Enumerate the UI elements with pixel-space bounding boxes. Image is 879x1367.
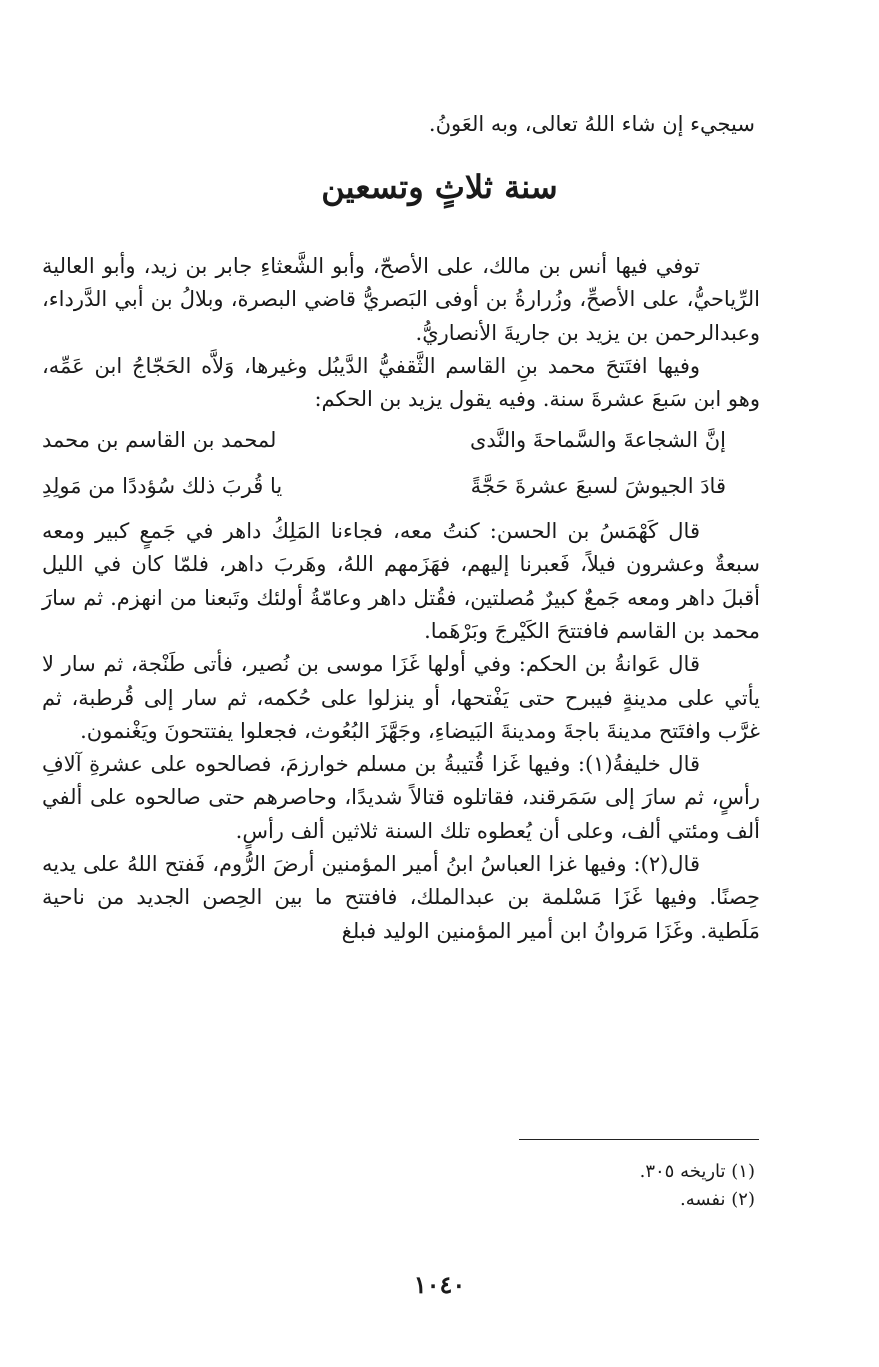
main-text [42,250,760,948]
paragraph-khalifa: قال خليفةُ(١): وفيها غَزا قُتيبةُ بن مسلم خوارزمَ، فصالحوه على عشرةِ آلافِ رأسٍ، ثم سارَ إلى سَمَرقند، فقاتلوه قتالاً شديدًا، وحاصرهم حتى صالحوه على ألفي ألف ومئتي ألف، وعلى أن يُعطوه تلك السنة ثلاثين ألف رأسٍ. [42,752,760,843]
verse-second-hemistich: يا قُربَ ذلك سُؤددًا من مَولِدِ [42,473,283,498]
verse-first-hemistich: إنَّ الشجاعةَ والسَّماحةَ والنَّدى [469,428,726,453]
footnote-2: (٢) نفسه. [680,1189,755,1210]
verse-line [42,470,760,503]
footnote-divider [519,1139,759,1140]
paragraph-abbas: قال(٢): وفيها غزا العباسُ ابنُ أمير المؤمنين أرضَ الرُّوم، فَفتح اللهُ على يديه حِصنًا. وفيها غَزَا مَسْلمة بن عبدالملك، فافتتح ما بين الحِصن الجديد من ناحية مَلَطية. وغَزَا مَروانُ ابن أمير المؤمنين الوليد فبلغ [42,852,760,943]
paragraph-conquest: وفيها افتَتحَ محمد بنِ القاسم الثَّقفيُّ الدَّيبُل وغيرها، وَلاَّه الحَجّاجُ ابن عَمِّه، وهو ابن سَبعَ عشرةَ سنة. وفيه يقول يزيد بن الحكم: [42,353,760,412]
footnote-1: (١) تاريخه ٣٠٥. [639,1161,755,1182]
page-number: ١٠٤٠ [413,1270,466,1299]
paragraph-deaths: توفي فيها أنس بن مالك، على الأصحّ، وأبو الشَّعثاءِ جابر بن زيد، وأبو العالية الرِّياحيُّ، على الأصحِّ، وزُرارةُ بن أوفى البَصريُّ قاضي البصرة، وبلالُ بن أبي الدَّرداء، وعبدالرحمن بن يزيد بن جاريةَ الأنصاريُّ. [42,254,760,345]
intro-line: سيجيء إن شاء اللهُ تعالى، وبه العَونُ. [428,112,755,136]
verse-second-hemistich: لمحمد بن القاسم بن محمد [42,428,277,453]
verse-line [42,424,760,457]
verse-first-hemistich: قادَ الجيوشَ لسبعَ عشرةَ حَجَّةً [470,473,726,498]
footnotes [640,1158,755,1214]
paragraph-kahmas: قال كَهْمَسُ بن الحسن: كنتُ معه، فجاءنا المَلِكُ داهر في جَمعٍ كبير ومعه سبعةٌ وعشرون فيلاً، فَعبرنا إليهم، فهَزَمهم اللهُ، وهَربَ داهر، فلمّا كان في الليل أقبلَ داهر ومعه جَمعٌ كبيرٌ مُصلتين، فقُتل داهر وعامّةُ أولئك وتَبعنا من انهزم. ثم سارَ محمد بن القاسم فافتتحَ الكَيْرجَ وبَرْهَما. [42,519,760,643]
section-title: سنة ثلاثٍ وتسعين [321,168,558,206]
paragraph-awana: قال عَوانةُ بن الحكم: وفي أولها غَزَا موسى بن نُصير، فأتى طَنْجة، ثم سار لا يأتي على مدينةٍ فيبرح حتى يَفْتحها، أو ينزلوا على حُكمه، ثم سار إلى قُرطبة، ثم غرَّب وافتَتح مدينةَ باجةَ ومدينةَ البَيضاءِ، وجَهَّزَ البُعُوث، فجعلوا يفتتحونَ ويَغْنمون. [42,652,760,743]
